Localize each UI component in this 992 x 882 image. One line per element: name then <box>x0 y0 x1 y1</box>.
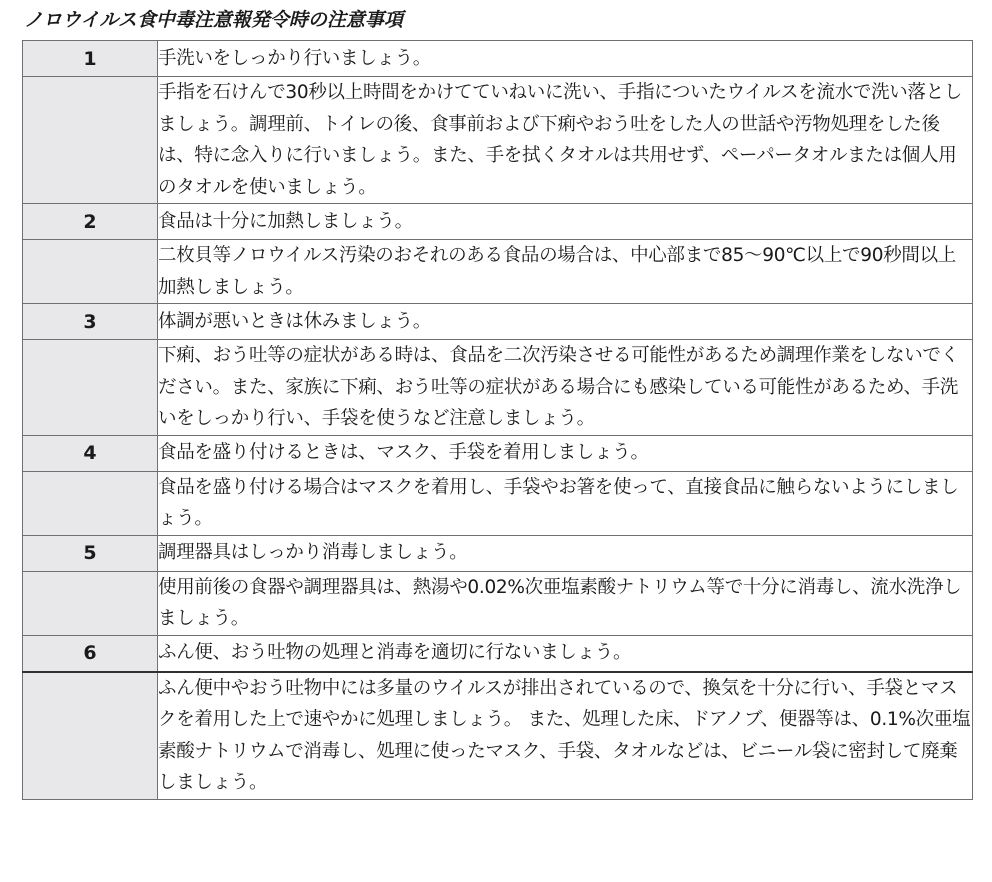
item-detail: 下痢、おう吐等の症状がある時は、食品を二次汚染させる可能性があるため調理作業をしないでください。また、家族に下痢、おう吐等の症状がある場合にも感染している可能性があるため、手洗いをしっかり行い、手袋を使うなど注意しましょう。 <box>158 340 973 436</box>
item-number: 1 <box>23 41 158 77</box>
item-number: 6 <box>23 635 158 672</box>
item-5-heading-row <box>23 535 973 571</box>
item-detail: 食品を盛り付ける場合はマスクを着用し、手袋やお箸を使って、直接食品に触らないようにしましょう。 <box>158 471 973 535</box>
document-title: ノロウイルス食中毒注意報発令時の注意事項 <box>24 9 403 31</box>
number-cell-blank <box>23 240 158 304</box>
item-heading: 調理器具はしっかり消毒しましょう。 <box>158 535 973 571</box>
item-heading: 手洗いをしっかり行いましょう。 <box>158 41 973 77</box>
item-heading: ふん便、おう吐物の処理と消毒を適切に行ないましょう。 <box>158 635 973 672</box>
item-detail: ふん便中やおう吐物中には多量のウイルスが排出されているので、換気を十分に行い、手袋とマスクを着用した上で速やかに処理しましょう。 また、処理した床、ドアノブ、便器等は、0.1%次亜塩素酸ナトリウムで消毒し、処理に使ったマスク、手袋、タオルなどは、ビニール袋に密封して廃棄しましょう。 <box>158 672 973 800</box>
item-detail: 手指を石けんで30秒以上時間をかけてていねいに洗い、手指についたウイルスを流水で洗い落としましょう。調理前、トイレの後、食事前および下痢やおう吐をした人の世話や汚物処理をした後は、特に念入りに行いましょう。また、手を拭くタオルは共用せず、ペーパータオルまたは個人用のタオルを使いましょう。 <box>158 77 973 204</box>
number-cell-blank <box>23 471 158 535</box>
item-number: 5 <box>23 535 158 571</box>
precautions-table <box>22 40 973 800</box>
item-number: 2 <box>23 204 158 240</box>
item-heading: 体調が悪いときは休みましょう。 <box>158 304 973 340</box>
number-cell-blank <box>23 672 158 800</box>
item-2-detail-row <box>23 240 973 304</box>
item-detail: 二枚貝等ノロウイルス汚染のおそれのある食品の場合は、中心部まで85～90℃以上で90秒間以上加熱しましょう。 <box>158 240 973 304</box>
item-3-detail-row <box>23 340 973 436</box>
item-6-heading-row <box>23 635 973 672</box>
item-1-heading-row <box>23 41 973 77</box>
item-number: 4 <box>23 435 158 471</box>
item-3-heading-row <box>23 304 973 340</box>
item-detail: 使用前後の食器や調理器具は、熱湯や0.02%次亜塩素酸ナトリウム等で十分に消毒し、流水洗浄しましょう。 <box>158 571 973 635</box>
item-6-detail-row <box>23 672 973 800</box>
item-number: 3 <box>23 304 158 340</box>
number-cell-blank <box>23 340 158 436</box>
item-heading: 食品は十分に加熱しましょう。 <box>158 204 973 240</box>
item-4-detail-row <box>23 471 973 535</box>
item-4-heading-row <box>23 435 973 471</box>
item-5-detail-row <box>23 571 973 635</box>
item-2-heading-row <box>23 204 973 240</box>
number-cell-blank <box>23 571 158 635</box>
item-1-detail-row <box>23 77 973 204</box>
number-cell-blank <box>23 77 158 204</box>
item-heading: 食品を盛り付けるときは、マスク、手袋を着用しましょう。 <box>158 435 973 471</box>
